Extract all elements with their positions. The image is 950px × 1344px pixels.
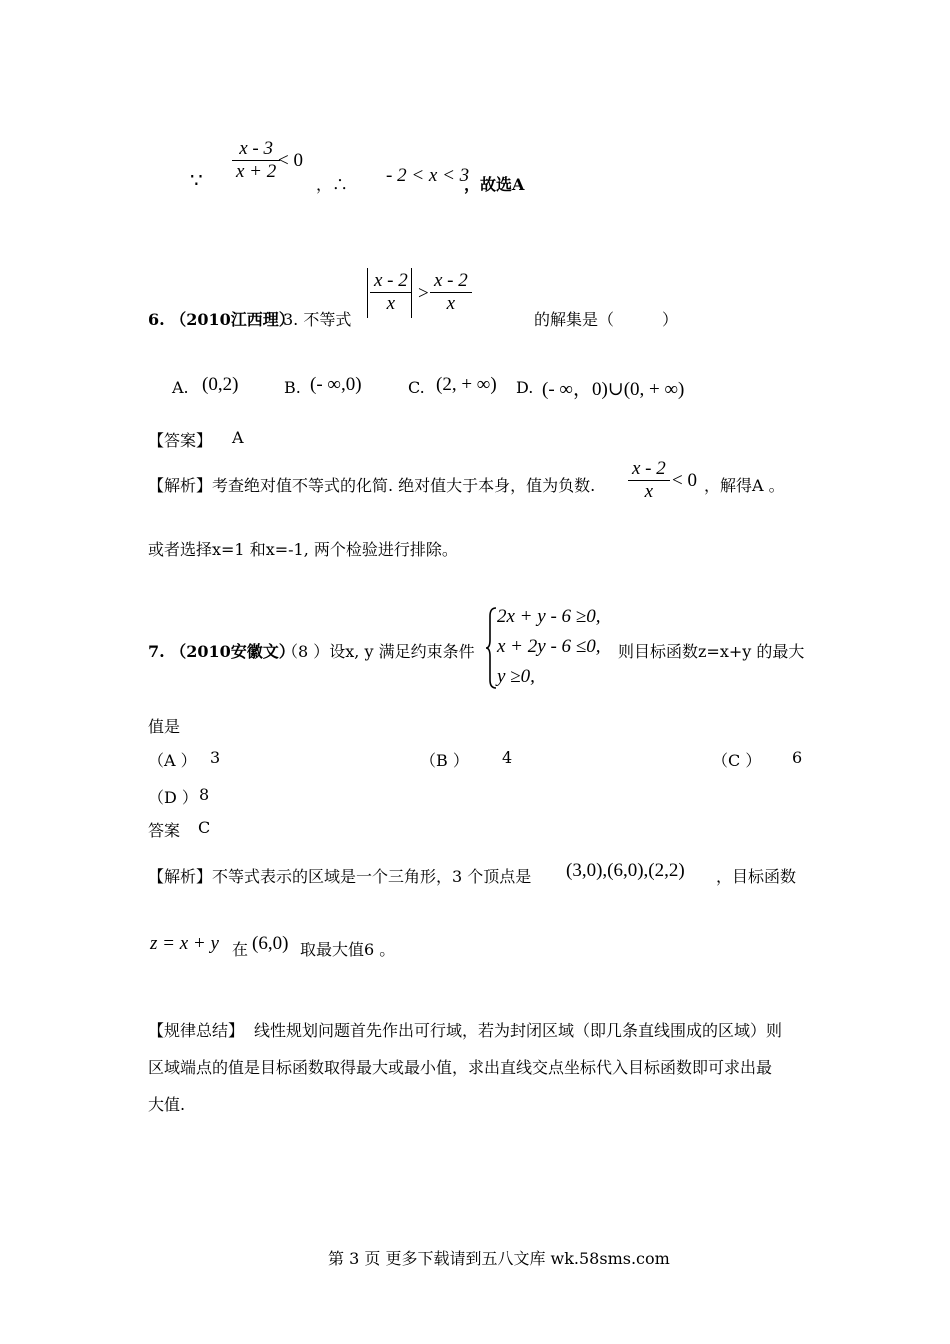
because-symbol: ∵ (190, 170, 203, 192)
q5-inequality-rhs: < 0 (278, 150, 303, 171)
q5-range: - 2 < x < 3 (386, 165, 470, 186)
q7-summary-line-2: 区域端点的值是目标函数取得最大或最小值，求出直线交点坐标代入目标函数即可求出最 (148, 1058, 773, 1077)
q7-max-text: 取最大值6 。 (300, 940, 396, 959)
q6-stem-post: 的解集是（ ） (534, 310, 679, 329)
q6-option-a-value: (0,2) (202, 374, 239, 395)
q7-objective: z = x + y (150, 933, 219, 954)
q6-abs-fraction (370, 270, 412, 315)
q6-option-d-letter: D. (516, 378, 534, 397)
q6-option-c-letter: C. (408, 378, 425, 397)
q7-point: (6,0) (252, 933, 289, 954)
q6-abs-denominator: x (386, 293, 396, 314)
q7-summary-label: 【规律总结】 (148, 1021, 245, 1040)
q7-at: 在 (232, 940, 249, 959)
q6-rhs-numerator: x - 2 (434, 270, 468, 291)
q7-answer-label: 答案 (148, 821, 181, 840)
q7-stem-cont: 值是 (148, 717, 181, 736)
q6-option-b-letter: B. (284, 378, 301, 397)
q6-analysis-label: 【解析】 (148, 476, 213, 495)
q6-gt: > (418, 283, 429, 304)
q6-option-d-value: (- ∞，0)∪(0, + ∞) (542, 379, 685, 400)
q6-rhs-fraction (430, 270, 472, 315)
q7-label: 7. （2010安徽文） (148, 642, 295, 661)
q5-conclusion: ，故选A (464, 175, 525, 194)
q6-analysis-tail: ，解得A 。 (704, 476, 785, 495)
q5-therefore: ，∴ (316, 175, 349, 194)
q6-abs-numerator: x - 2 (374, 270, 408, 291)
q7-option-c-value: 6 (792, 748, 803, 767)
q6-answer: A (232, 428, 244, 447)
q7-option-c-letter: （C ） (712, 751, 762, 770)
q7-analysis: 不等式表示的区域是一个三角形，3 个顶点是 (212, 867, 532, 886)
abs-bar-right (411, 268, 413, 318)
q7-stem-post: 则目标函数z=x+y 的最大 (618, 642, 805, 661)
q7-stem: （8 ）设x, y 满足约束条件 (282, 642, 475, 661)
q6-rhs-denominator: x (446, 293, 456, 314)
q6-label: 6. （2010江西理） (148, 310, 295, 329)
q7-analysis-label: 【解析】 (148, 867, 213, 886)
brace-icon (484, 606, 498, 690)
q6-alt: 或者选择x=1 和x=-1, 两个检验进行排除。 (148, 540, 458, 559)
q6-option-c-value: (2, + ∞) (436, 374, 497, 395)
q7-option-d-value: 8 (199, 785, 210, 804)
q6-option-b-value: (- ∞,0) (310, 374, 362, 395)
q7-constraint-1: 2x + y - 6 ≥0, (497, 606, 601, 627)
q7-constraint-2: x + 2y - 6 ≤0, (497, 636, 601, 657)
q6-analysis: 考查绝对值不等式的化简. 绝对值大于本身，值为负数. (212, 476, 596, 495)
q6-answer-label: 【答案】 (148, 431, 213, 450)
q5-fraction (232, 138, 280, 183)
abs-bar-left (367, 268, 369, 318)
q7-summary-line-3: 大值. (148, 1095, 186, 1114)
q7-option-b-value: 4 (502, 748, 513, 767)
q7-option-b-letter: （B ） (420, 751, 469, 770)
q7-option-a-letter: （A ） (148, 751, 197, 770)
page-footer: 第 3 页 更多下载请到五八文库 wk.58sms.com (328, 1249, 670, 1268)
q5-frac-denominator: x + 2 (236, 161, 277, 182)
q6-stem: 3. 不等式 (283, 310, 352, 329)
q7-option-d-letter: （D ） (148, 788, 198, 807)
q7-analysis-tail: ，目标函数 (716, 867, 797, 886)
q7-option-a-value: 3 (210, 748, 221, 767)
q6-analysis-fraction (628, 458, 670, 503)
q5-frac-numerator: x - 3 (239, 138, 274, 159)
q7-answer: C (198, 818, 211, 837)
q6-analysis-denominator: x (644, 481, 654, 502)
q7-vertices: (3,0),(6,0),(2,2) (566, 860, 685, 881)
q7-constraint-3: y ≥0, (497, 666, 535, 687)
q7-summary-line-1: 线性规划问题首先作出可行域，若为封闭区域（即几条直线围成的区域）则 (254, 1021, 783, 1040)
q6-analysis-numerator: x - 2 (632, 458, 666, 479)
q6-option-a-letter: A. (172, 378, 189, 397)
q6-analysis-ineq: < 0 (672, 470, 697, 491)
